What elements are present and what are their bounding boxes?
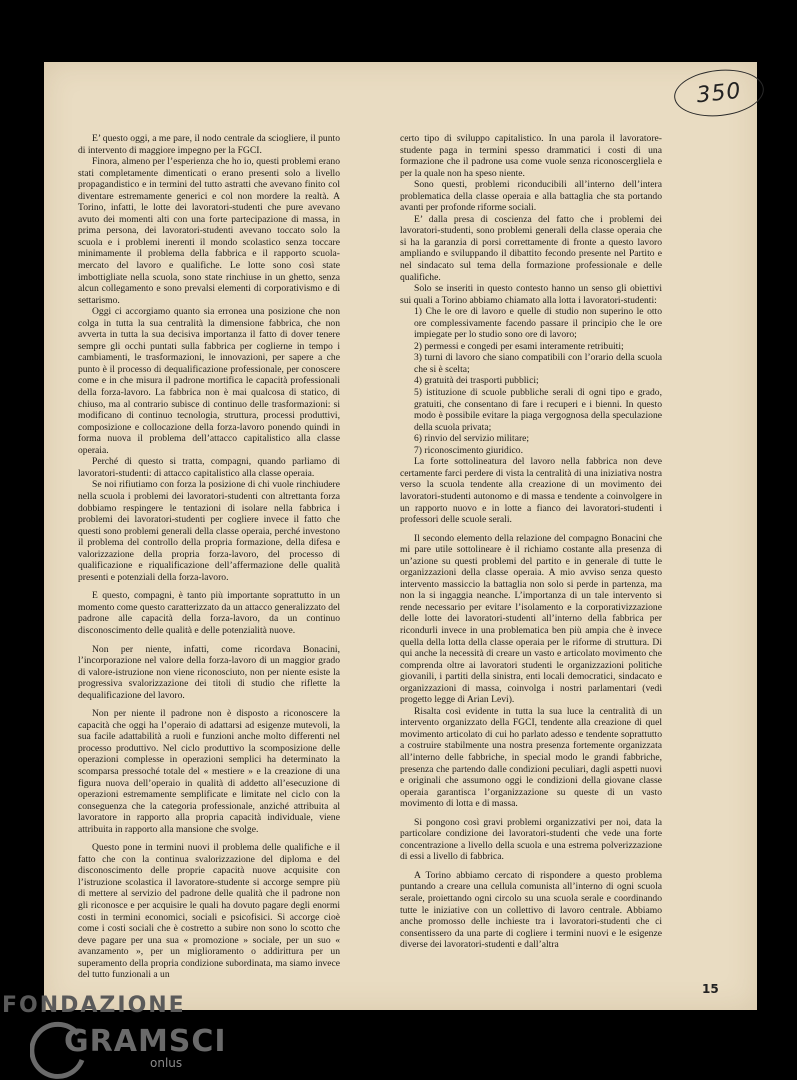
paragraph: 5) istituzione di scuole pubbliche serali di ogni tipo e grado, gratuiti, che consentano di fare i recuperi e i bienni. In questo modo è possibile evitare la piaga vergognosa della speculazione della scuola privata;	[414, 387, 662, 433]
right-column	[400, 133, 662, 951]
paragraph: Questo pone in termini nuovi il problema delle qualifiche e il fatto che con la continua svalorizzazione del diploma e del disconoscimento delle proprie capacità nuove acquisite con l’istruzione scolastica il lavoratore-studente si accorge sempre più di mettere al servizio del padrone delle qualità che il padrone non gli riconosce e per acquisire le quali ha dovuto pagare degli enormi costi in termini economici, sociali e psicofisici. Si accorge cioè come i costi sociali che è costretto a subire non sono lo scotto che deve pagare per una sua « promozione » sociale, per un suo « avanzamento », per un miglioramento o addirittura per un superamento della propria condizione subordinata, ma siamo invece del tutto funzionali a un	[78, 842, 340, 981]
paragraph: Non per niente, infatti, come ricordava Bonacini, l’incorporazione nel valore della forza-lavoro di un maggior grado di valore-istruzione non viene riconosciuto, non per niente esiste la progressiva svalorizzazione dei titoli di studio che riflette la dequalificazione del lavoro.	[78, 643, 340, 701]
page-number: 15	[702, 982, 719, 996]
watermark	[0, 990, 260, 1080]
paragraph: Finora, almeno per l’esperienza che ho io, questi problemi erano stati completamente dimenticati o erano presenti solo a livello propagandistico e in termini del tutto astratti che avevano finito col diventare estremamente generici e col non mordere la realtà. A Torino, infatti, le lotte dei lavoratori-studenti che pure avevano avuto dei momenti alti con una forte partecipazione di massa, in prima persona, dei lavoratori-studenti avevano toccato solo la scuola e i problemi inerenti il mondo scolastico senza toccare minimamente il problema della fabbrica e il rapporto scuola-mercato del lavoro e qualifiche. Le lotte sono così state imbottigliate nella scuola, sono state rinchiuse in un ghetto, senza alcun collegamento e sono prevalsi elementi di corporativismo e di settarismo.	[78, 156, 340, 306]
paragraph: 1) Che le ore di lavoro e quelle di studio non superino le otto ore complessivamente facendo passare il principio che le ore impiegate per lo studio sono ore di lavoro;	[414, 306, 662, 341]
paragraph: 4) gratuità dei trasporti pubblici;	[414, 375, 539, 387]
archive-stamp	[672, 65, 766, 120]
paragraph: Il secondo elemento della relazione del compagno Bonacini che mi pare utile sottolineare è il richiamo costante alla presenza di un’azione su questi problemi del partito e in generale di tutte le organizzazioni della classe operaia. A mio avviso senza questo intervento massiccio la battaglia non solo si perde in partenza, ma non la si ingaggia neanche. L’importanza di un tale intervento si rende necessario per evitare l’isolamento e la corporativizzazione delle lotte dei lavoratori-studenti all’interno della fabbrica per ricondurli invece in una problematica ben più ampia che è invece quella della lotta della classe operaia per le riforme di struttura. Di qui anche la necessità di creare un vasto e articolato movimento che comprenda oltre ai lavoratori studenti le organizzazioni politiche giovanili, i partiti della sinistra, enti locali democratici, sindacato e organizzazioni di massa, coinvolga i nostri parlamentari (vedi progetto legge di Arian Levi).	[400, 532, 662, 706]
paragraph: E questo, compagni, è tanto più importante soprattutto in un momento come questo caratterizzato da un attacco generalizzato del padrone alle capacità della forza-lavoro, da un continuo disconoscimento delle qualità e delle potenzialità nuove.	[78, 590, 340, 636]
paragraph: E’ questo oggi, a me pare, il nodo centrale da sciogliere, il punto di intervento di maggiore impegno per la FGCI.	[78, 133, 340, 156]
paragraph: Sono questi, problemi riconducibili all’interno dell’intera problematica della classe operaia e alla battaglia che sta portando avanti per profonde riforme sociali.	[400, 179, 662, 214]
watermark-line2: GRAMSCI	[64, 1024, 227, 1059]
paragraph: certo tipo di sviluppo capitalistico. In una parola il lavoratore-studente paga in termini spesso drammatici i costi di una formazione che il padrone usa come vuole senza riconoscergliela e per la quale non ha speso niente.	[400, 133, 662, 179]
watermark-line3: onlus	[150, 1056, 183, 1070]
paragraph: A Torino abbiamo cercato di rispondere a questo problema puntando a creare una cellula comunista all’interno di ogni scuola serale, proiettando ogni circolo su una scuola serale e coordinando tutte le iniziative con un collettivo di lavoro centrale. Abbiamo anche promosso delle inchieste tra i lavoratori-studenti che ci consentissero da una parte di cogliere i termini nuovi e le esigenze diverse dei lavoratori-studenti e dall’altra	[400, 869, 662, 951]
watermark-line1: FONDAZIONE	[2, 993, 186, 1018]
paragraph: 3) turni di lavoro che siano compatibili con l’orario della scuola che si è scelta;	[414, 352, 662, 375]
paragraph: Perché di questo si tratta, compagni, quando parliamo di lavoratori-studenti: di attacco capitalistico alla classe operaia.	[78, 456, 340, 479]
document-page	[44, 62, 757, 1010]
left-column	[78, 133, 340, 981]
stamp-number: 350	[695, 78, 743, 108]
paragraph: Non per niente il padrone non è disposto a riconoscere la capacità che oggi ha l’operaio di adattarsi ad esigenze mutevoli, la sua facile adattabilità a ruoli e funzioni anche molto differenti nel processo produttivo. Nel ciclo produttivo la scomposizione delle operazioni complesse in operazioni semplici ha determinato la scomparsa pressoché totale del « mestiere » e la creazione di una figura nuova dell’operaio in qualità di addetto all’esecuzione di operazioni estremamente semplificate e limitate nel ciclo con la conseguenza che la categoria professionale, anziché attribuita al lavoratore in rapporto alla propria capacità individuale, viene attribuita in rapporto alla mansione che svolge.	[78, 708, 340, 835]
paragraph: 2) permessi e congedi per esami interamente retribuiti;	[414, 340, 624, 352]
paragraph: Risalta così evidente in tutta la sua luce la centralità di un intervento organizzato della FGCI, tendente alla creazione di quel movimento articolato di cui ho parlato adesso e tendente soprattutto a costruire stabilmente una nostra presenza fortemente organizzata all’interno delle fabbriche, in special modo le grandi fabbriche, presenza che partendo dalle condizioni peculiari, dagli aspetti nuovi e originali che assumono oggi le condizioni della giovane classe operaia garantisca l’organizzazione su queste di un vasto movimento di lotta e di massa.	[400, 705, 662, 810]
paragraph: Si pongono così gravi problemi organizzativi per noi, data la particolare condizione dei lavoratori-studenti che vede una forte concentrazione a livello della scuola e una estrema polverizzazione di essi a livello di fabbrica.	[400, 816, 662, 863]
paragraph: E’ dalla presa di coscienza del fatto che i problemi dei lavoratori-studenti, sono problemi generali della classe operaia che si ha la garanzia di porsi correttamente di fronte a questo lavoro ampliando e sviluppando il dibattito fecondo presente nel Partito e nel sindacato sul tema della formazione professionale e delle qualifiche.	[400, 213, 662, 283]
paragraph: 7) riconoscimento giuridico.	[414, 444, 523, 456]
paragraph: Oggi ci accorgiamo quanto sia erronea una posizione che non colga in tutta la sua centralità la dimensione fabbrica, che non avverta in tutta la sua decisiva importanza il fatto di dover tenere sempre gli occhi puntati sulla fabbrica per coglierne in tempo i cambiamenti, le trasformazioni, le innovazioni, per sapere a che punto è il processo di dequalificazione professionale, per conoscere come e in che misura il padrone mortifica le capacità professionali della forza-lavoro. La fabbrica non è mai qualcosa di statico, di chiuso, ma al contrario subisce di continuo delle trasformazioni: si modificano di continuo tecnologia, struttura, processi produttivi, composizione e collocazione della forza-lavoro ponendo quindi in forma nuova il problema dell’attacco capitalistico alla classe operaia.	[78, 306, 340, 456]
paragraph: 6) rinvio del servizio militare;	[414, 433, 530, 445]
paragraph: La forte sottolineatura del lavoro nella fabbrica non deve certamente farci perdere di vista la centralità di una iniziativa nostra verso la scuola tendente alla creazione di un movimento dei lavoratori-studenti autonomo e di massa e tendente a coinvolgere in un rapporto nuovo e in lotte a fianco dei lavoratori-studenti i professori delle scuole serali.	[400, 456, 662, 526]
paragraph: Solo se inseriti in questo contesto hanno un senso gli obiettivi sui quali a Torino abbiamo chiamato alla lotta i lavoratori-studenti:	[400, 283, 662, 306]
paragraph: Se noi rifiutiamo con forza la posizione di chi vuole rinchiudere nella scuola i problemi dei lavoratori-studenti con altrettanta forza dobbiamo respingere le tentazioni di isolare nella fabbrica i problemi dei lavoratori-studenti per cogliere invece il fatto che questi sono problemi generali della classe operaia, perché investono il problema del controllo della propria formazione, della difesa e valorizzazione della propria forza-lavoro, del processo di qualificazione e riqualificazione dell’affermazione delle qualità presenti e potenziali della forza-lavoro.	[78, 479, 340, 583]
